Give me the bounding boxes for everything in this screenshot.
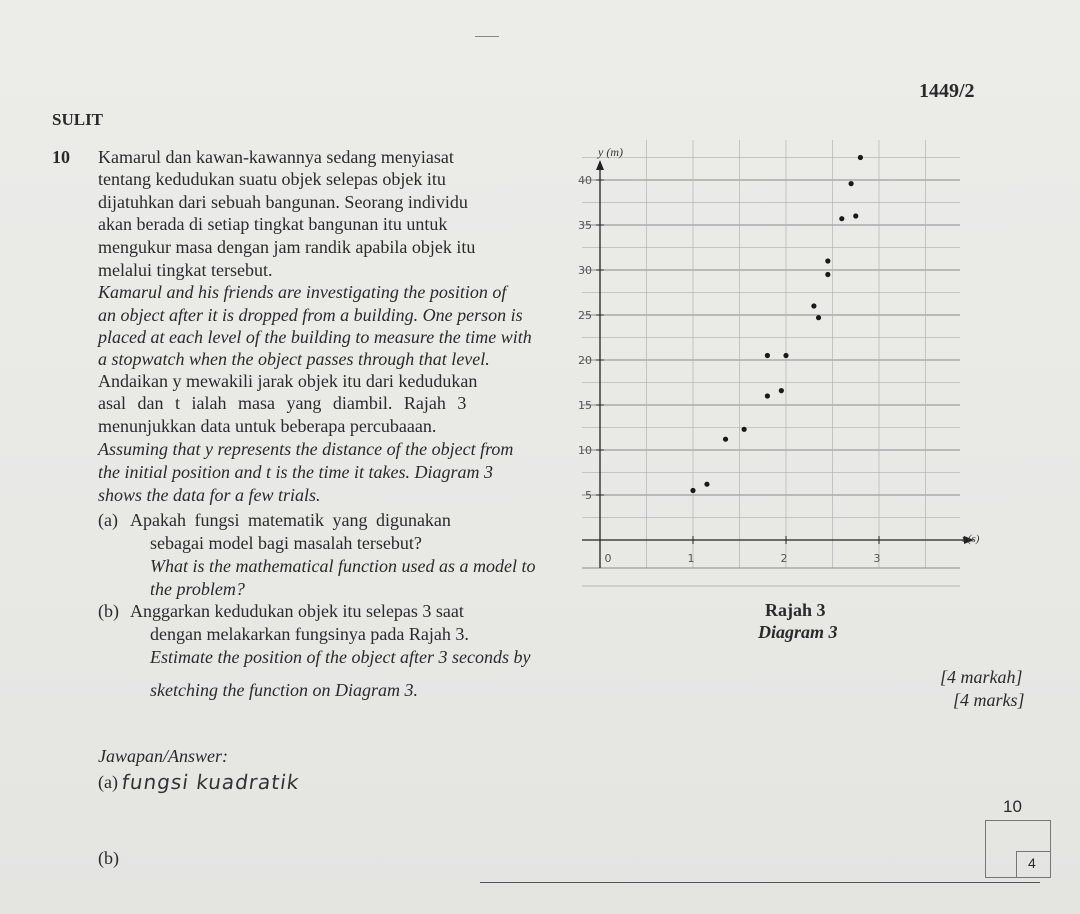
malay-intro-4: akan berada di setiap tingkat bangunan itu untuk: [98, 214, 448, 234]
y-tick-label: 40: [578, 174, 592, 187]
y-tick-label: 15: [578, 399, 592, 412]
part-b-malay-1: Anggarkan kedudukan objek itu selepas 3 saat: [130, 601, 464, 621]
data-point: [723, 437, 728, 442]
malay-intro-1: Kamarul dan kawan-kawannya sedang menyiasat: [98, 147, 454, 167]
diagram-caption-english: Diagram 3: [758, 622, 838, 642]
graph-points: [690, 155, 863, 493]
answer-a-handwritten: fungsi kuadratik: [120, 770, 302, 794]
english-intro-1: Kamarul and his friends are investigating the position of: [98, 282, 507, 302]
margin-question-no: 10: [1003, 797, 1022, 816]
marks-malay: [4 markah]: [940, 667, 1023, 687]
paper-code: 1449/2: [919, 80, 975, 102]
data-point: [849, 181, 854, 186]
english-intro-3: placed at each level of the building to measure the time with: [98, 327, 532, 347]
malay-assume-2: asal dan t ialah masa yang diambil. Rajah 3: [98, 393, 467, 413]
part-a-malay-1: Apakah fungsi matematik yang digunakan: [130, 510, 451, 530]
y-axis-arrow: [596, 160, 604, 170]
english-assume-3: shows the data for a few trials.: [98, 485, 321, 505]
score-box-mark: 4: [1028, 855, 1036, 871]
graph-axes: [582, 160, 974, 568]
score-box: [985, 820, 1051, 878]
question-number: 10: [52, 147, 70, 167]
part-a-english-1: What is the mathematical function used as a model to: [150, 556, 536, 576]
y-tick-label: 25: [578, 309, 592, 322]
y-tick-label: 30: [578, 264, 592, 277]
data-point: [825, 272, 830, 277]
part-b-label: (b): [98, 601, 119, 621]
part-a-label: (a): [98, 510, 118, 530]
graph-tick-labels: [578, 174, 881, 565]
y-axis-label: y (m): [598, 145, 623, 159]
part-b-malay-2: dengan melakarkan fungsinya pada Rajah 3.: [150, 624, 469, 644]
x-tick-label: 2: [780, 552, 788, 565]
top-mark: [475, 36, 499, 37]
bottom-rule: [480, 882, 1040, 883]
sulit-label: SULIT: [52, 110, 104, 129]
malay-intro-2: tentang kedudukan suatu objek selepas objek itu: [98, 169, 446, 189]
data-point: [839, 216, 844, 221]
answer-a-label: (a): [98, 772, 118, 792]
data-point: [690, 488, 695, 493]
malay-assume-3: menunjukkan data untuk beberapa percubaaan.: [98, 416, 437, 436]
x-tick-label: 3: [873, 552, 881, 565]
english-intro-2: an object after it is dropped from a building. One person is: [98, 305, 523, 325]
part-b-english-2: sketching the function on Diagram 3.: [150, 680, 418, 700]
marks-english: [4 marks]: [953, 690, 1025, 710]
x-tick-label: 0: [604, 552, 612, 565]
english-assume-2: the initial position and t is the time it takes. Diagram 3: [98, 462, 493, 482]
part-a-malay-2: sebagai model bagi masalah tersebut?: [150, 533, 422, 553]
answer-b-label: (b): [98, 848, 119, 868]
data-point: [816, 315, 821, 320]
diagram-3-graph: [560, 140, 980, 610]
malay-intro-6: melalui tingkat tersebut.: [98, 260, 273, 280]
diagram-caption-malay: Rajah 3: [765, 600, 826, 620]
data-point: [825, 258, 830, 263]
data-point: [742, 427, 747, 432]
y-tick-label: 10: [578, 444, 592, 457]
malay-intro-3: dijatuhkan dari sebuah bangunan. Seorang individu: [98, 192, 468, 212]
y-tick-label: 35: [578, 219, 592, 232]
x-tick-label: 1: [687, 552, 695, 565]
data-point: [783, 353, 788, 358]
malay-assume-1: Andaikan y mewakili jarak objek itu dari kedudukan: [98, 371, 478, 391]
english-assume-1: Assuming that y represents the distance of the object from: [98, 439, 514, 459]
data-point: [704, 482, 709, 487]
data-point: [765, 353, 770, 358]
part-a-english-2: the problem?: [150, 579, 245, 599]
score-box-inner: [1016, 851, 1050, 877]
answer-heading: Jawapan/Answer:: [98, 746, 228, 766]
data-point: [858, 155, 863, 160]
malay-intro-5: mengukur masa dengan jam randik apabila objek itu: [98, 237, 476, 257]
y-tick-label: 5: [585, 489, 592, 502]
data-point: [779, 388, 784, 393]
english-intro-4: a stopwatch when the object passes through that level.: [98, 349, 490, 369]
x-axis-label: t (s): [962, 533, 980, 545]
data-point: [853, 213, 858, 218]
y-tick-label: 20: [578, 354, 592, 367]
data-point: [811, 303, 816, 308]
part-b-english-1: Estimate the position of the object after 3 seconds by: [150, 647, 531, 667]
graph-grid: [582, 140, 960, 586]
data-point: [765, 393, 770, 398]
